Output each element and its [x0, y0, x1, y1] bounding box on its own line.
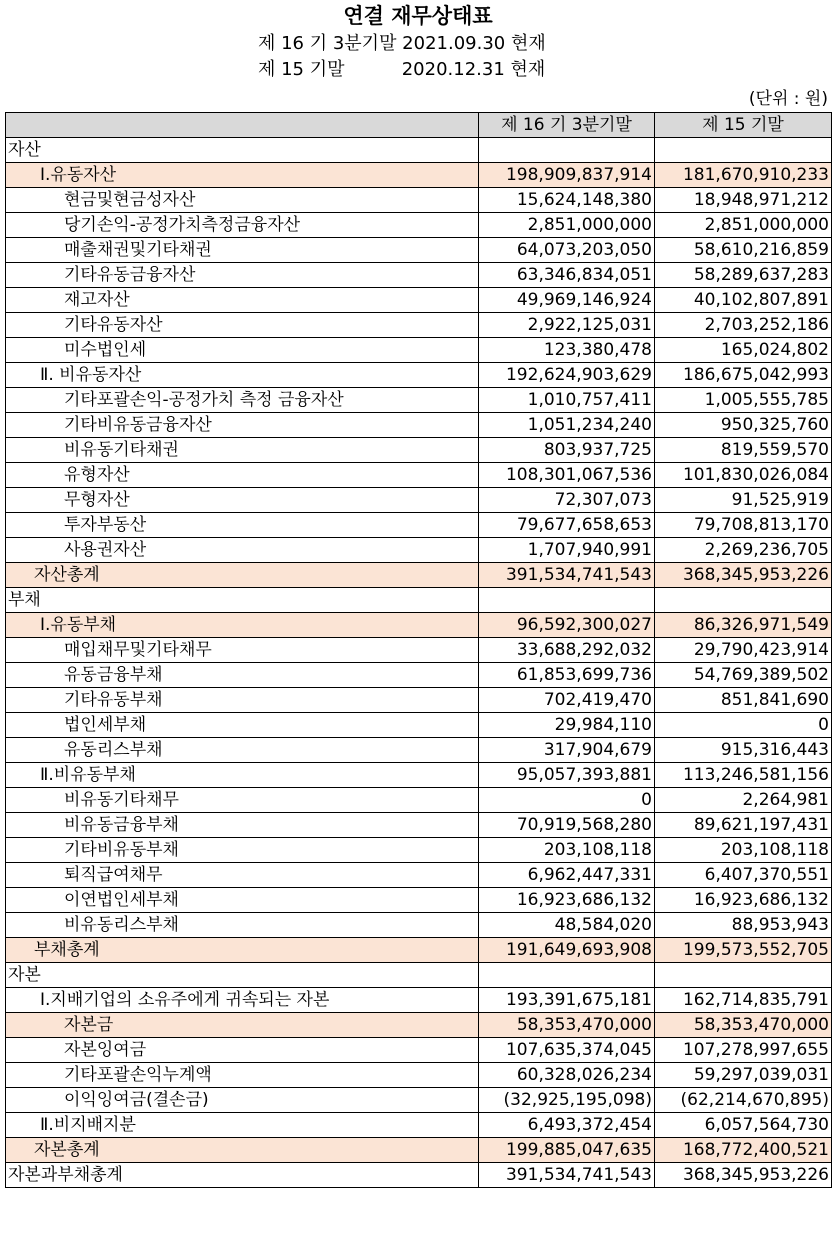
balance-sheet-table [5, 112, 832, 1188]
table-row [6, 1063, 832, 1088]
period-current: 제 16 기 3분기말 2021.09.30 현재 [258, 33, 546, 54]
account-name-cell: 자본금 [6, 1013, 479, 1038]
account-name-cell: 법인세부채 [6, 713, 479, 738]
prior-period-value: 79,708,813,170 [655, 513, 832, 538]
current-period-value: 61,853,699,736 [479, 663, 655, 688]
table-body [6, 138, 832, 1188]
table-row [6, 938, 832, 963]
account-name-cell: 비유동리스부채 [6, 913, 479, 938]
current-period-value: 60,328,026,234 [479, 1063, 655, 1088]
prior-period-value: 2,851,000,000 [655, 213, 832, 238]
prior-period-value: 1,005,555,785 [655, 388, 832, 413]
current-period-value: 123,380,478 [479, 338, 655, 363]
table-row [6, 863, 832, 888]
account-name-cell: Ⅰ.지배기업의 소유주에게 귀속되는 자본 [6, 988, 479, 1013]
table-row [6, 438, 832, 463]
table-row [6, 238, 832, 263]
current-period-value: 2,851,000,000 [479, 213, 655, 238]
prior-period-value: 18,948,971,212 [655, 188, 832, 213]
account-name-cell: 기타비유동금융자산 [6, 413, 479, 438]
period-prior: 제 15 기말 2020.12.31 현재 [258, 59, 546, 80]
account-name-cell: 자산총계 [6, 563, 479, 588]
header-account [6, 113, 479, 138]
current-period-value: 16,923,686,132 [479, 888, 655, 913]
table-row [6, 338, 832, 363]
account-name-cell: 재고자산 [6, 288, 479, 313]
account-name-cell: 기타비유동부채 [6, 838, 479, 863]
statement-title: 연결 재무상태표 [343, 4, 493, 28]
table-row [6, 263, 832, 288]
prior-period-value: 6,407,370,551 [655, 863, 832, 888]
table-row [6, 138, 832, 163]
account-name-cell: Ⅱ.비지배지분 [6, 1113, 479, 1138]
prior-period-value: 88,953,943 [655, 913, 832, 938]
table-row [6, 888, 832, 913]
current-period-value: 317,904,679 [479, 738, 655, 763]
prior-period-value: 368,345,953,226 [655, 563, 832, 588]
prior-period-value: 113,246,581,156 [655, 763, 832, 788]
account-name-cell: 부채총계 [6, 938, 479, 963]
table-row [6, 613, 832, 638]
current-period-value: 29,984,110 [479, 713, 655, 738]
account-name-cell: 퇴직급여채무 [6, 863, 479, 888]
current-period-value: 0 [479, 788, 655, 813]
table-row [6, 763, 832, 788]
table-row [6, 488, 832, 513]
account-name-cell: 유동금융부채 [6, 663, 479, 688]
account-name-cell: 당기손익-공정가치측정금융자산 [6, 213, 479, 238]
table-row [6, 188, 832, 213]
table-row [6, 563, 832, 588]
prior-period-value: 186,675,042,993 [655, 363, 832, 388]
current-period-value: 96,592,300,027 [479, 613, 655, 638]
table-row [6, 913, 832, 938]
current-period-value [479, 588, 655, 613]
prior-period-value: 203,108,118 [655, 838, 832, 863]
current-period-value: 64,073,203,050 [479, 238, 655, 263]
account-name-cell: Ⅰ.유동자산 [6, 163, 479, 188]
prior-period-value [655, 138, 832, 163]
account-name-cell: 투자부동산 [6, 513, 479, 538]
unit-label: (단위 : 원) [748, 89, 828, 109]
current-period-value: 391,534,741,543 [479, 1163, 655, 1188]
prior-period-value: 86,326,971,549 [655, 613, 832, 638]
prior-period-value: 58,289,637,283 [655, 263, 832, 288]
current-period-value: 58,353,470,000 [479, 1013, 655, 1038]
prior-period-value: 2,264,981 [655, 788, 832, 813]
current-period-value: 702,419,470 [479, 688, 655, 713]
prior-period-value: 89,621,197,431 [655, 813, 832, 838]
table-row [6, 588, 832, 613]
account-name-cell: 사용권자산 [6, 538, 479, 563]
account-name-cell: 유형자산 [6, 463, 479, 488]
current-period-value: 49,969,146,924 [479, 288, 655, 313]
account-name-cell: Ⅱ. 비유동자산 [6, 363, 479, 388]
prior-period-value [655, 588, 832, 613]
current-period-value: 2,922,125,031 [479, 313, 655, 338]
table-row [6, 838, 832, 863]
prior-period-value: 162,714,835,791 [655, 988, 832, 1013]
current-period-value: 33,688,292,032 [479, 638, 655, 663]
account-name-cell: 기타포괄손익누계액 [6, 1063, 479, 1088]
prior-period-value: 54,769,389,502 [655, 663, 832, 688]
current-period-value: 198,909,837,914 [479, 163, 655, 188]
account-name-cell: Ⅰ.유동부채 [6, 613, 479, 638]
table-row [6, 813, 832, 838]
prior-period-value: 91,525,919 [655, 488, 832, 513]
table-row [6, 1013, 832, 1038]
table-row [6, 363, 832, 388]
account-name-cell: 이연법인세부채 [6, 888, 479, 913]
current-period-value: 391,534,741,543 [479, 563, 655, 588]
current-period-value: 1,051,234,240 [479, 413, 655, 438]
prior-period-value: 29,790,423,914 [655, 638, 832, 663]
current-period-value: 199,885,047,635 [479, 1138, 655, 1163]
header-row [6, 113, 832, 138]
table-row [6, 538, 832, 563]
current-period-value: 192,624,903,629 [479, 363, 655, 388]
prior-period-value: (62,214,670,895) [655, 1088, 832, 1113]
current-period-value: 63,346,834,051 [479, 263, 655, 288]
table-row [6, 388, 832, 413]
account-name-cell: 자본총계 [6, 1138, 479, 1163]
account-name-cell: 비유동기타채무 [6, 788, 479, 813]
prior-period-value: 368,345,953,226 [655, 1163, 832, 1188]
prior-period-value: 58,610,216,859 [655, 238, 832, 263]
current-period-value: 95,057,393,881 [479, 763, 655, 788]
account-name-cell: 유동리스부채 [6, 738, 479, 763]
current-period-value: 191,649,693,908 [479, 938, 655, 963]
account-name-cell: 기타유동자산 [6, 313, 479, 338]
current-period-value: 203,108,118 [479, 838, 655, 863]
current-period-value: 803,937,725 [479, 438, 655, 463]
table-row [6, 463, 832, 488]
table-row [6, 1113, 832, 1138]
account-name-cell: 비유동금융부채 [6, 813, 479, 838]
table-row [6, 688, 832, 713]
prior-period-value: 165,024,802 [655, 338, 832, 363]
prior-period-value: 851,841,690 [655, 688, 832, 713]
current-period-value: 107,635,374,045 [479, 1038, 655, 1063]
prior-period-value [655, 963, 832, 988]
current-period-value: 48,584,020 [479, 913, 655, 938]
prior-period-value: 168,772,400,521 [655, 1138, 832, 1163]
account-name-cell: Ⅱ.비유동부채 [6, 763, 479, 788]
account-name-cell: 기타포괄손익-공정가치 측정 금융자산 [6, 388, 479, 413]
prior-period-value: 6,057,564,730 [655, 1113, 832, 1138]
account-name-cell: 무형자산 [6, 488, 479, 513]
table-row [6, 1088, 832, 1113]
prior-period-value: 199,573,552,705 [655, 938, 832, 963]
prior-period-value: 181,670,910,233 [655, 163, 832, 188]
current-period-value: 15,624,148,380 [479, 188, 655, 213]
current-period-value: 1,010,757,411 [479, 388, 655, 413]
prior-period-value: 915,316,443 [655, 738, 832, 763]
table-row [6, 1163, 832, 1188]
account-name-cell: 기타유동금융자산 [6, 263, 479, 288]
table-row [6, 738, 832, 763]
account-name-cell: 미수법인세 [6, 338, 479, 363]
table-row [6, 288, 832, 313]
current-period-value: 108,301,067,536 [479, 463, 655, 488]
prior-period-value: 107,278,997,655 [655, 1038, 832, 1063]
prior-period-value: 950,325,760 [655, 413, 832, 438]
account-name-cell: 이익잉여금(결손금) [6, 1088, 479, 1113]
table-row [6, 663, 832, 688]
table-row [6, 638, 832, 663]
current-period-value: 70,919,568,280 [479, 813, 655, 838]
prior-period-value: 819,559,570 [655, 438, 832, 463]
table-row [6, 413, 832, 438]
prior-period-value: 2,269,236,705 [655, 538, 832, 563]
account-name-cell: 비유동기타채권 [6, 438, 479, 463]
account-name-cell: 자산 [6, 138, 479, 163]
header-current-period: 제 16 기 3분기말 [479, 113, 655, 138]
prior-period-value: 16,923,686,132 [655, 888, 832, 913]
table-row [6, 213, 832, 238]
current-period-value: 193,391,675,181 [479, 988, 655, 1013]
prior-period-value: 101,830,026,084 [655, 463, 832, 488]
prior-period-value: 2,703,252,186 [655, 313, 832, 338]
current-period-value: 72,307,073 [479, 488, 655, 513]
table-row [6, 1038, 832, 1063]
account-name-cell: 현금및현금성자산 [6, 188, 479, 213]
table-row [6, 1138, 832, 1163]
table-row [6, 513, 832, 538]
table-row [6, 163, 832, 188]
table-row [6, 788, 832, 813]
account-name-cell: 부채 [6, 588, 479, 613]
table-row [6, 963, 832, 988]
current-period-value [479, 963, 655, 988]
current-period-value: (32,925,195,098) [479, 1088, 655, 1113]
account-name-cell: 자본과부채총계 [6, 1163, 479, 1188]
table-row [6, 713, 832, 738]
prior-period-value: 58,353,470,000 [655, 1013, 832, 1038]
account-name-cell: 기타유동부채 [6, 688, 479, 713]
table-row [6, 313, 832, 338]
prior-period-value: 59,297,039,031 [655, 1063, 832, 1088]
prior-period-value: 0 [655, 713, 832, 738]
current-period-value: 1,707,940,991 [479, 538, 655, 563]
account-name-cell: 자본 [6, 963, 479, 988]
account-name-cell: 매입채무및기타채무 [6, 638, 479, 663]
current-period-value: 6,962,447,331 [479, 863, 655, 888]
header-prior-period: 제 15 기말 [655, 113, 832, 138]
prior-period-value: 40,102,807,891 [655, 288, 832, 313]
current-period-value [479, 138, 655, 163]
current-period-value: 79,677,658,653 [479, 513, 655, 538]
current-period-value: 6,493,372,454 [479, 1113, 655, 1138]
account-name-cell: 매출채권및기타채권 [6, 238, 479, 263]
account-name-cell: 자본잉여금 [6, 1038, 479, 1063]
table-row [6, 988, 832, 1013]
